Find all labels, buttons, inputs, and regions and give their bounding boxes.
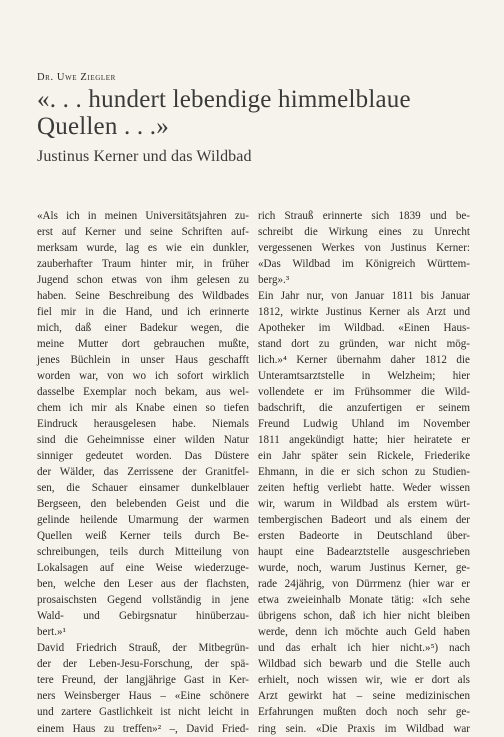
- text-line: berg».³: [258, 274, 290, 287]
- text-line: rade 24jährig, von Dürrmenz (hier war er: [258, 578, 470, 591]
- text-line: Jugend schon etwas von ihm gelesen zu: [37, 274, 249, 287]
- text-line: ners Weinsberger Haus – «Eine schönere: [37, 690, 249, 703]
- text-line: worden war, von wo ich sofort wirklich: [37, 370, 249, 383]
- text-line: Apotheker im Wildbad. «Einen Haus-: [258, 322, 470, 335]
- left-text-column: [37, 208, 249, 737]
- text-line: schreibt die Wirkung eines zu Unrecht: [258, 226, 470, 239]
- text-line: sinniger gedeutet worden. Das Düstere: [37, 450, 249, 463]
- text-line: Freund Ludwig Uhland im November: [258, 418, 470, 431]
- text-line: lich.»⁴ Kerner übernahm daher 1812 die: [258, 354, 470, 367]
- article-title: [37, 86, 477, 140]
- text-line: fiel mir in die Hand, und ich erinnerte: [37, 306, 249, 319]
- text-line: und zartere Gastlichkeit ist nicht leicht in: [37, 706, 249, 719]
- text-line: Arzt gewirkt hat – seine medizinischen: [258, 690, 470, 703]
- text-line: Wildbad sich bewarb und die Stelle auch: [258, 658, 470, 671]
- text-line: Unteramtsarztstelle in Welzheim; hier: [258, 370, 470, 383]
- text-line: «Als ich in meinen Universitätsjahren zu-: [37, 210, 249, 222]
- text-line: Erfahrungen mußten doch noch sehr ge-: [258, 706, 470, 719]
- text-line: zeiten heftig verliebt hatte. Weder wissen: [258, 482, 470, 495]
- text-line: ein Jahr später sein Rickele, Friederike: [258, 450, 470, 463]
- text-line: David Friedrich Strauß, der Mitbegrün-: [37, 642, 249, 655]
- text-line: merksam wurde, lag es wie ein dunkler,: [37, 242, 249, 255]
- text-line: dasselbe Exemplar noch bekam, aus wel-: [37, 386, 249, 399]
- text-line: werde, denn ich möchte auch Geld haben: [258, 626, 470, 639]
- author-line: Dr. Uwe Ziegler: [37, 72, 116, 83]
- text-line: badschrift, die anzufertigen er seinem: [258, 402, 470, 415]
- text-line: sen, die Schauer einsamer dunkelblauer: [37, 482, 249, 495]
- text-line: sind die Geheimnisse einer wilden Natur: [37, 434, 249, 447]
- text-line: der der Leben-Jesu-Forschung, der spä-: [37, 658, 249, 671]
- text-line: bert.»¹: [37, 626, 66, 639]
- text-line: stand dort zu gründen, war nicht mög-: [258, 338, 470, 351]
- text-line: 1811 angekündigt hatte; hier heiratete er: [258, 434, 470, 447]
- text-line: Quellen weiß Kerner teils durch Be-: [37, 530, 249, 543]
- text-line: Wald- und Gebirgsnatur hinüberzau-: [37, 610, 249, 623]
- text-line: haben. Seine Beschreibung des Wildbades: [37, 290, 249, 303]
- text-line: der Wälder, das Zerrissene der Granitfel-: [37, 466, 249, 479]
- text-line: ben, welche den Leser aus der flachsten,: [37, 578, 249, 591]
- text-line: wir, warum in Wildbad als erstem würt-: [258, 498, 470, 511]
- article-subtitle: Justinus Kerner und das Wildbad: [37, 148, 252, 165]
- text-line: «Das Wildbad im Königreich Württem-: [258, 258, 470, 271]
- title-line: «. . . hundert lebendige himmelblaue: [37, 86, 411, 113]
- text-line: übrigens schon, daß ich hier nicht bleiben: [258, 610, 470, 623]
- text-line: einem Haus zu treffen»² –, David Fried-: [37, 722, 249, 735]
- text-line: rich Strauß erinnerte sich 1839 und be-: [258, 210, 470, 222]
- text-line: Ein Jahr nur, von Januar 1811 bis Januar: [258, 290, 470, 303]
- text-line: Eindruck herausgelesen habe. Niemals: [37, 418, 249, 431]
- right-text-column: [258, 208, 470, 737]
- text-line: schreibungen, teils durch Mitteilung von: [37, 546, 249, 559]
- text-line: Ehmann, in die er sich schon zu Studien-: [258, 466, 470, 479]
- text-line: tembergischen Badeort und als einem der: [258, 514, 470, 527]
- text-line: Lokalsagen auf eine Weise wiederzuge-: [37, 562, 249, 575]
- title-line: Quellen . . .»: [37, 113, 169, 140]
- text-line: 1812, wirkte Justinus Kerner als Arzt und: [258, 306, 470, 319]
- text-line: Bergseen, den belebenden Geist und die: [37, 498, 249, 511]
- text-line: chem ich mir als Knabe einen so tiefen: [37, 402, 249, 415]
- text-line: haupt eine Badearztstelle ausgeschrieben: [258, 546, 470, 559]
- text-line: mich, daß einer Badekur wegen, die: [37, 322, 249, 335]
- text-line: meine Mutter dort gebrauchen mußte,: [37, 338, 249, 351]
- text-line: erhielt, noch wissen wir, wie er dort als: [258, 674, 470, 687]
- text-line: ring sein. «Die Praxis im Wildbad war: [258, 722, 470, 735]
- text-line: ersten Badeorte in Deutschland über-: [258, 530, 470, 543]
- text-line: erst auf Kerner und seine Schriften auf-: [37, 226, 249, 239]
- text-line: etwa zweieinhalb Monate tätig: «Ich sehe: [258, 594, 470, 607]
- text-line: prosaischsten Gegend vollständig in jene: [37, 594, 249, 607]
- text-line: vergessenen Werkes von Justinus Kerner:: [258, 242, 470, 255]
- text-line: wurde, noch, warum Justinus Kerner, ge-: [258, 562, 470, 575]
- text-line: gelinde heilende Umarmung der warmen: [37, 514, 249, 527]
- text-line: und das erhalt ich hier nicht.»⁵) nach: [258, 642, 470, 655]
- text-line: tere Freund, der langjährige Gast in Ker-: [37, 674, 249, 687]
- text-line: zauberhafter Traum hinter mir, in früher: [37, 258, 249, 271]
- text-line: jenes Büchlein in unser Haus geschafft: [37, 354, 249, 367]
- text-line: vollendete er im Frühsommer die Wild-: [258, 386, 470, 399]
